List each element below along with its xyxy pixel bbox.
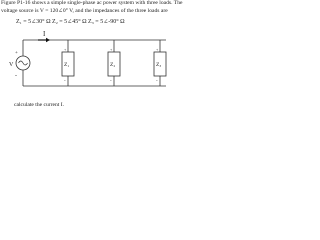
impedance-values: Z₁ = 5∠30° Ω Z₂ = 5∠45° Ω Z₃ = 5∠-90° Ω (16, 19, 125, 25)
problem-question: calculate the current I. (14, 102, 65, 108)
current-label: I (43, 30, 46, 38)
problem-line-2: voltage source is V = 120∠0° V, and the impedances of the three loads are (1, 8, 168, 14)
load-z3-label: Z₃ (156, 62, 162, 68)
sine-icon (19, 61, 28, 65)
problem-line-1: Figure P1-16 shows a simple single-phase ac power system with three loads. The (1, 0, 183, 6)
source-plus: + (15, 51, 18, 56)
load2-minus: - (110, 79, 112, 84)
load1-plus: + (64, 47, 67, 52)
load-z2-label: Z₂ (110, 62, 116, 68)
load2-plus: + (110, 47, 113, 52)
load-z1-label: Z₁ (64, 62, 70, 68)
load3-minus: - (156, 79, 158, 84)
source-label: V (9, 62, 14, 68)
current-arrow (38, 38, 50, 42)
load3-plus: + (156, 47, 159, 52)
circuit-diagram (0, 0, 200, 111)
source-minus: - (15, 73, 17, 79)
load1-minus: - (64, 79, 66, 84)
